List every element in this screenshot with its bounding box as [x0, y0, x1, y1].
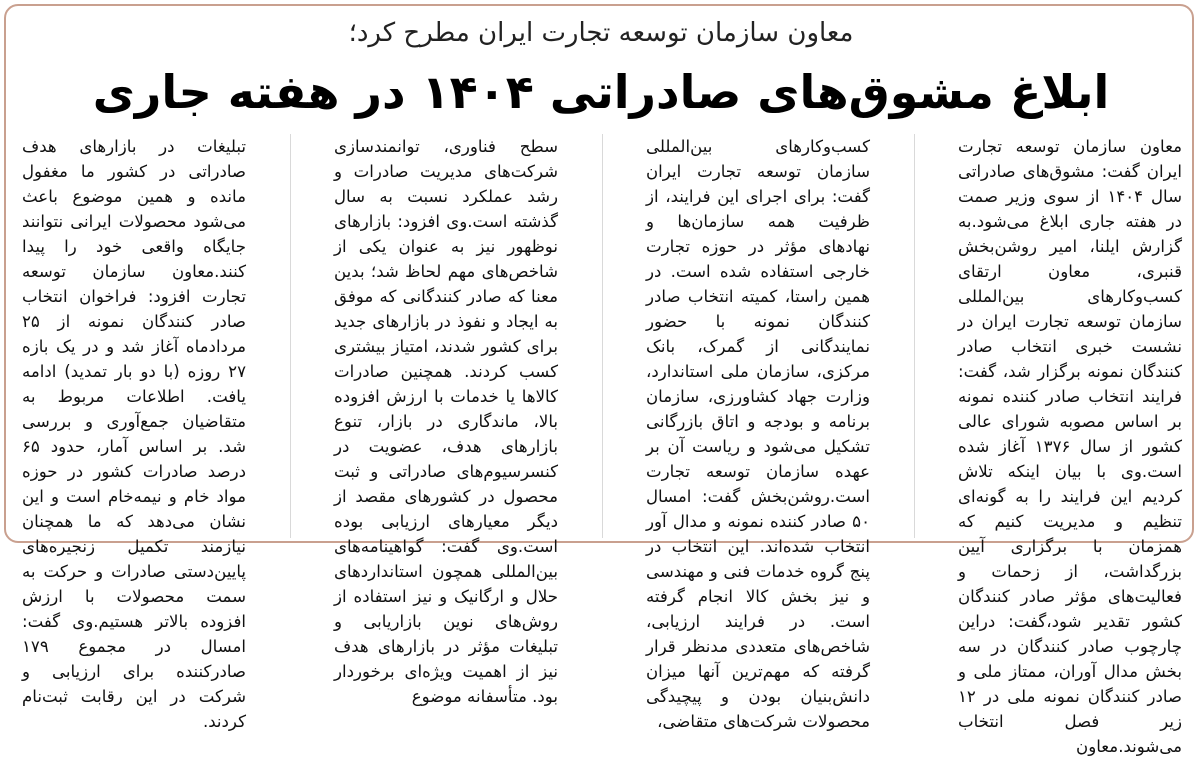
article-column-1: معاون سازمان توسعه تجارت ایران گفت: مشوق‌های صادراتی سال ۱۴۰۴ از سوی وزیر صمت در هفته جاری ابلاغ می‌شود.به گزارش ایلنا، امیر روشن‌بخش قنبری، معاون ارتقای کسب‌وکارهای بین‌المللی سازمان توسعه تجارت ایران در نشست خبری انتخاب صادر کنندگان نمونه برگزار شد، گفت: فرایند انتخاب صادر کننده نمونه بر اساس مصوبه شورای عالی کشور از سال ۱۳۷۶ آغاز شده است.وی با بیان اینکه تلاش کردیم این فرایند را به گونه‌ای تنظیم و مدیریت کنیم که همزمان با برگزاری آیین بزرگداشت، از زحمات و فعالیت‌های مؤثر صادر کنندگان کشور تقدیر شود،گفت: دراین چارچوب صادر کنندگان در سه بخش مدال آوران، ممتاز ملی و صادر کنندگان نمونه ملی در ۱۲ زیر فصل انتخاب می‌شوند.معاون	[958, 137, 1183, 756]
article-body	[22, 134, 1183, 756]
article-column-2: کسب‌وکارهای بین‌المللی سازمان توسعه تجارت ایران گفت: برای اجرای این فرایند، از ظرفیت همه سازمان‌ها و نهادهای مؤثر در حوزه تجارت خارجی استفاده شده است. در همین راستا، کمیته انتخاب صادر کنندگان نمونه با حضور نمایندگانی از گمرک، بانک مرکزی، سازمان ملی استاندارد، وزارت جهاد کشاورزی، سازمان برنامه و بودجه و اتاق بازرگانی تشکیل می‌شود و ریاست آن بر عهده سازمان توسعه تجارت است.روشن‌بخش گفت: امسال ۵۰ صادر کننده نمونه و مدال آور انتخاب شده‌اند. این انتخاب در پنج گروه خدمات فنی و مهندسی و نیز بخش کالا انجام گرفته است. در فرایند ارزیابی، شاخص‌های متعددی مدنظر قرار گرفته که مهم‌ترین آنها میزان دانش‌بنیان بودن و پیچیدگی محصولات شرکت‌های متقاضی،	[646, 137, 870, 731]
article-column-4: تبلیغات در بازارهای هدف صادراتی در کشور ما مغفول مانده و همین موضوع باعث می‌شود محصولات ایرانی نتوانند جایگاه واقعی خود را پیدا کنند.معاون سازمان توسعه تجارت افزود: فراخوان انتخاب صادر کنندگان نمونه از ۲۵ مردادماه آغاز شد و در یک بازه ۲۷ روزه (با دو بار تمدید) ادامه یافت. اطلاعات مربوط به متقاضیان جمع‌آوری و بررسی شد. بر اساس آمار، حدود ۶۵ درصد صادرات کشور در حوزه مواد خام و نیمه‌خام است و این نشان می‌دهد که ما همچنان نیازمند تکمیل زنجیره‌های پایین‌دستی صادرات و حرکت به سمت محصولات با ارزش افزوده بالاتر هستیم.وی گفت: امسال در مجموع ۱۷۹ صادرکننده برای ارزیابی و شرکت در این رقابت ثبت‌نام کردند.	[22, 137, 246, 731]
article-column-3: سطح فناوری، توانمندسازی شرکت‌های مدیریت صادرات و رشد عملکرد نسبت به سال گذشته است.وی افزود: بازارهای نوظهور نیز به عنوان یکی از شاخص‌های مهم لحاظ شد؛ بدین معنا که صادر کنندگانی که موفق به ایجاد و نفوذ در بازارهای جدید برای کشور شدند، امتیاز بیشتری کسب کردند. همچنین صادرات کالاها یا خدمات با ارزش افزوده بالا، ماندگاری در بازار، تنوع بازارهای هدف، عضویت در کنسرسیوم‌های صادراتی و ثبت محصول در کشورهای مقصد از دیگر معیارهای ارزیابی بوده است.وی گفت: گواهینامه‌های بین‌المللی همچون استانداردهای حلال و ارگانیک و نیز استفاده از روش‌های نوین بازاریابی و تبلیغات مؤثر در بازارهای هدف نیز از اهمیت ویژه‌ای برخوردار بود. متأسفانه موضوع	[334, 137, 558, 706]
article-kicker: معاون سازمان توسعه تجارت ایران مطرح کرد؛	[348, 18, 854, 48]
column-divider	[914, 134, 915, 538]
article-headline: ابلاغ مشوق‌های صادراتی ۱۴۰۴ در هفته جاری	[92, 65, 1110, 119]
column-divider	[290, 134, 291, 538]
column-divider	[602, 134, 603, 538]
article-frame	[4, 4, 1194, 756]
